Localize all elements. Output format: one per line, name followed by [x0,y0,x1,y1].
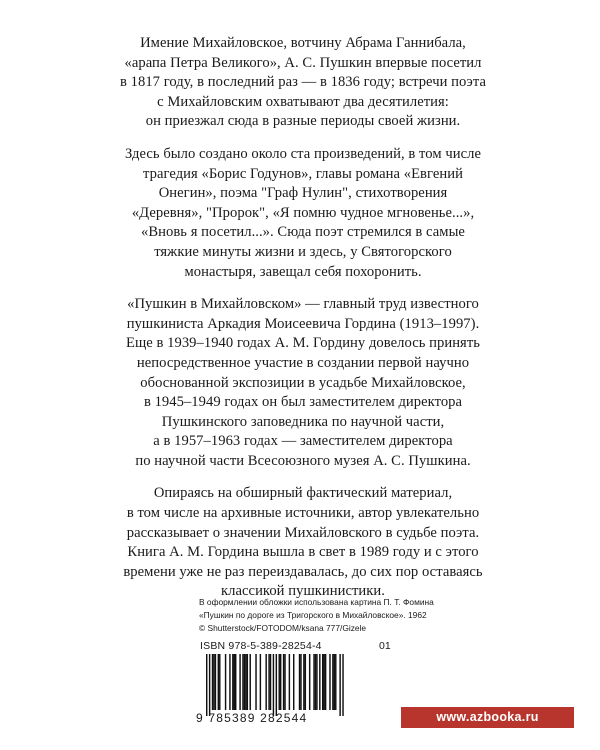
barcode-bar [276,654,277,716]
text-line: «Вновь я посетил...». Сюда поэт стремился в самые [141,224,465,241]
barcode-addon-code: 01 [379,640,391,652]
barcode-bar [319,654,320,710]
text-line: трагедия «Борис Годунов», главы романа «Евгений [143,165,463,182]
text-line: Книга А. М. Гордина вышла в свет в 1989 году и с этого [127,544,479,561]
barcode-bar [300,654,301,710]
barcode-bar [273,654,274,716]
barcode-icon [206,654,356,716]
text-line: Еще в 1939–1940 годах А. М. Гордину довелось принять [126,335,480,352]
credits-line: «Пушкин по дороге из Тригорского в Михайловское». 1962 [199,610,427,620]
barcode-bar [242,654,243,710]
text-line: Имение Михайловское, вотчину Абрама Ганнибала, [140,35,466,51]
text-line: пушкиниста Аркадия Моисеевича Гордина (1913–1997). [126,315,480,332]
copyright-line: © Shutterstock/FOTODOM/ksana 777/Gizele [199,623,367,633]
text-line: Здесь было создано около ста произведений, в том числе [125,145,481,162]
text-line: а в 1957–1963 годах — заместителем директора [153,433,453,450]
barcode-bar [219,654,220,710]
text-line: в 1945–1949 годах он был заместителем директора [143,394,463,411]
text-line: Онегин», поэма "Граф Нулин", стихотворения [158,185,448,202]
barcode-bar [229,654,230,710]
barcode-bar [245,654,246,710]
barcode-bar [247,654,248,710]
text-line: обоснованной экспозиции в усадьбе Михайловское, [140,374,466,391]
description-paragraph-3 [98,295,508,471]
text-line: классикой пушкинистики. [221,583,385,600]
text-line: времени уже не раз переиздавалась, до сих пор оставаясь [123,563,483,580]
text-line: в 1817 году, в последний раз — в 1836 году; встречи поэта [119,74,486,91]
barcode-bar [293,654,294,710]
barcode-bar [250,654,251,710]
barcode-bar [213,654,214,710]
barcode-bar [225,654,226,710]
barcode-bar [299,654,300,710]
barcode-bar [289,654,290,710]
barcode-bar [260,654,261,710]
barcode-bar [332,654,333,710]
credits-line: В оформлении обложки использована картина П. Т. Фомина [199,597,434,607]
barcode-bar [215,654,216,710]
barcode-bar [316,654,317,710]
barcode-bar [206,654,207,716]
text-line: «арапа Петра Великого», А. С. Пушкин впервые посетил [124,54,482,71]
barcode-bar [235,654,236,710]
description-paragraph-4 [98,484,508,602]
text-line: Опираясь на обширный фактический материал, [153,485,453,502]
barcode-digits: 9 785389 282544 [196,711,308,725]
description-text [98,34,508,615]
barcode-bar [315,654,316,710]
text-line: «Пушкин в Михайловском» — главный труд известного [127,296,479,313]
text-line: рассказывает о значении Михайловского в судьбе поэта. [126,524,480,541]
barcode-bar [234,654,235,710]
barcode-bar [283,654,284,710]
barcode-bar [255,654,256,710]
barcode-bar [270,654,271,710]
cover-credits [199,596,519,635]
text-line: с Михайловским охватывают два десятилетия: [157,93,449,110]
description-paragraph-1 [98,34,508,132]
barcode-bar [322,654,323,710]
barcode-bar [313,654,314,710]
text-line: в том числе на архивные источники, автор увлекательно [126,505,480,522]
text-line: монастыря, завещал себя похоронить. [184,263,422,280]
barcode-bar [280,654,281,710]
barcode-bar [239,654,240,710]
barcode-bar [232,654,233,710]
publisher-website[interactable]: www.azbooka.ru [401,707,574,728]
barcode-bar [334,654,335,710]
barcode-bar [335,654,336,710]
barcode-bar [268,654,269,710]
text-line: Пушкинского заповедника по научной части, [161,413,445,430]
barcode-bar [329,654,330,710]
barcode-bar [279,654,280,710]
barcode-bar [305,654,306,710]
barcode-bar [284,654,285,710]
barcode-bar [244,654,245,710]
text-line: он приезжал сюда в разные периоды своей жизни. [145,113,461,130]
barcode-bar [309,654,310,710]
text-line: непосредственное участие в создании первой научно [136,354,470,371]
barcode-bar [339,654,340,716]
description-paragraph-2 [98,145,508,282]
barcode-bar [342,654,343,716]
barcode-bar [209,654,210,716]
barcode-bar [265,654,266,710]
text-line: тяжкие минуты жизни и здесь, у Святогорского [154,243,452,260]
barcode-bar [323,654,324,710]
barcode-bar [218,654,219,710]
barcode-bar [303,654,304,710]
text-line: по научной части Всесоюзного музея А. С. Пушкина. [135,452,471,469]
isbn-label: ISBN 978-5-389-28254-4 [200,640,322,652]
barcode-bar [325,654,326,710]
isbn-barcode-block [196,640,406,735]
barcode-bar [212,654,213,710]
text-line: «Деревня», "Пророк", «Я помню чудное мгновенье...», [131,204,475,221]
